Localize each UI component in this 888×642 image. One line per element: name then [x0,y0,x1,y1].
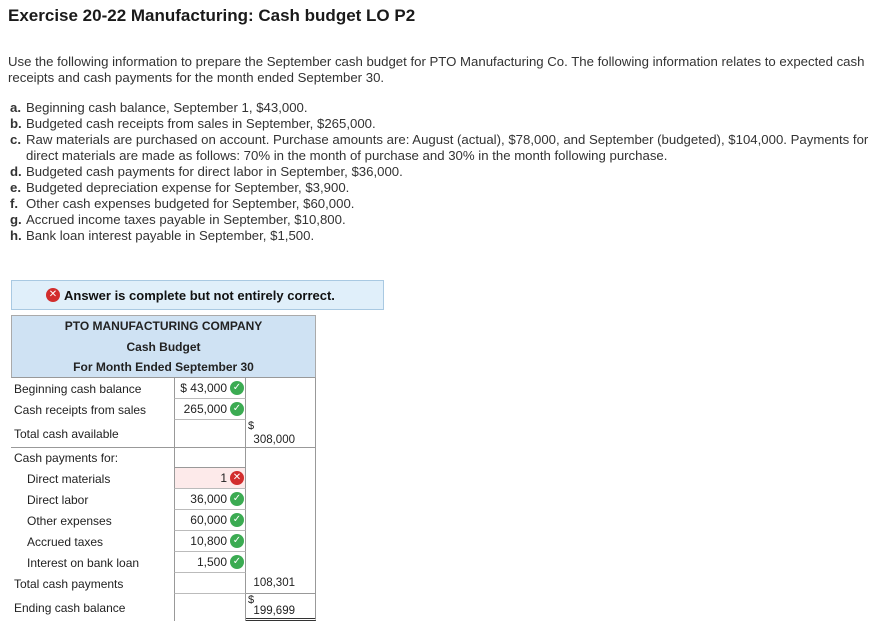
row-direct-materials [11,468,316,489]
table-period: For Month Ended September 30 [11,357,316,378]
cell-value: 265,000 [183,402,227,416]
accrued-taxes-input[interactable] [174,531,246,552]
row-accrued-taxes [11,531,316,552]
row-label: Accrued taxes [27,534,104,549]
cell-value: 60,000 [190,513,227,527]
item-text: Accrued income taxes payable in September, $10,800. [26,212,346,227]
ending-cash-balance-value [246,594,316,621]
row-label: Direct materials [27,471,111,486]
item-text: Budgeted cash payments for direct labor in September, $36,000. [26,164,403,179]
item-text: Budgeted depreciation expense for September, $3,900. [26,180,350,195]
cash-receipts-input[interactable] [174,399,246,420]
check-icon: ✓ [230,402,244,416]
row-label: Ending cash balance [14,600,126,615]
list-item [10,116,870,132]
total-cash-payments-value [246,573,316,594]
cell-value: 10,800 [190,534,227,548]
cell-value: 36,000 [190,492,227,506]
cell-value: 308,000 [253,434,295,446]
row-label: Cash payments for: [14,451,119,465]
cell-value: 1 [220,471,227,485]
item-text: Bank loan interest payable in September, $1,500. [26,228,315,243]
list-item [10,228,870,244]
row-label: Beginning cash balance [14,381,142,396]
row-cash-receipts [11,399,316,420]
list-item [10,180,870,196]
cell-value: $ 43,000 [180,381,227,395]
row-label: Cash receipts from sales [14,402,147,417]
given-info-list [10,100,870,244]
list-item [10,164,870,180]
result-banner [11,280,384,310]
cell-value: 1,500 [196,555,227,569]
incorrect-icon: ✕ [230,471,244,485]
total-cash-available-value [246,420,316,447]
dollar-sign: $ [248,420,255,432]
row-beginning-cash [11,378,316,399]
row-label: Other expenses [27,513,112,528]
table-name: Cash Budget [11,336,316,357]
item-letter: h. [10,228,22,243]
intro-text: Use the following information to prepare the September cash budget for PTO Manufacturing Co. The following information relates to expected cash receipts and cash payments for the month ended September 30. [8,54,865,85]
row-ending-cash-balance [11,594,316,621]
item-text: Beginning cash balance, September 1, $43,000. [26,100,308,115]
row-interest-bank-loan [11,552,316,573]
item-letter: d. [10,164,22,179]
check-icon: ✓ [230,534,244,548]
row-total-cash-payments [11,573,316,594]
cell-value: 199,699 [253,605,295,617]
row-other-expenses [11,510,316,531]
row-label: Total cash payments [14,576,124,591]
item-letter: c. [10,132,21,147]
check-icon: ✓ [230,513,244,527]
item-text: Budgeted cash receipts from sales in September, $265,000. [26,116,376,131]
row-label: Interest on bank loan [27,555,140,570]
cell-value: 108,301 [253,577,295,589]
list-item [10,100,870,116]
page-title: Exercise 20-22 Manufacturing: Cash budget LO P2 [8,6,416,25]
list-item [10,132,870,164]
check-icon: ✓ [230,555,244,569]
list-item [10,212,870,228]
item-letter: a. [10,100,21,115]
list-item [10,196,870,212]
row-total-cash-available [11,420,316,447]
row-label: Direct labor [27,492,89,507]
item-letter: b. [10,116,22,131]
interest-bank-loan-input[interactable] [174,552,246,573]
result-banner-text: Answer is complete but not entirely correct. [64,287,335,303]
row-direct-labor [11,489,316,510]
item-letter: e. [10,180,21,195]
check-icon: ✓ [230,381,244,395]
item-letter: g. [10,212,22,227]
item-letter: f. [10,196,19,211]
check-icon: ✓ [230,492,244,506]
beginning-cash-input[interactable] [174,378,246,399]
direct-materials-input[interactable] [174,468,246,489]
row-label: Total cash available [14,426,119,441]
item-text: Raw materials are purchased on account. Purchase amounts are: August (actual), $78,000, and September (budgeted), $104,000. Payments for direct materials are made as follows: 70% in the month of purchase and 30% in the month following purchase. [26,132,869,163]
dollar-sign: $ [248,594,255,606]
table-company: PTO MANUFACTURING COMPANY [11,315,316,336]
direct-labor-input[interactable] [174,489,246,510]
item-text: Other cash expenses budgeted for September, $60,000. [26,196,355,211]
other-expenses-input[interactable] [174,510,246,531]
row-cash-payments-for [11,447,316,468]
incorrect-icon: ✕ [46,288,60,302]
